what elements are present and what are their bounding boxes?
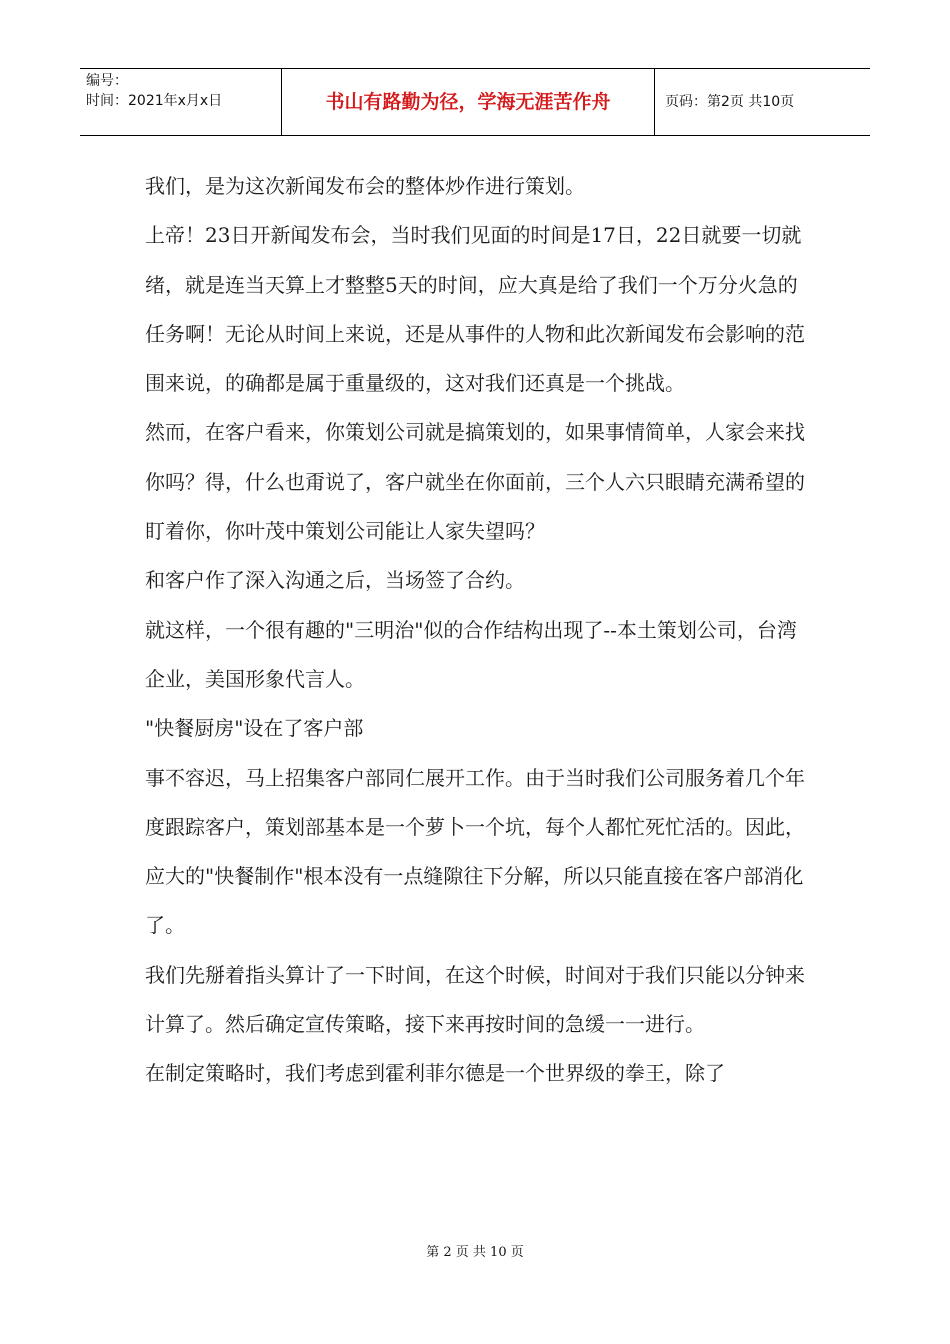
paragraph: 我们先掰着指头算计了一下时间，在这个时候，时间对于我们只能以分钟来计算了。然后确定宣传策略，接下来再按时间的急缓一一进行。 bbox=[145, 962, 805, 1037]
header-meta bbox=[80, 69, 282, 135]
page-header bbox=[80, 68, 870, 136]
section-heading: "快餐厨房"设在了客户部 bbox=[145, 716, 364, 741]
paragraph: 我们，是为这次新闻发布会的整体炒作进行策划。 bbox=[145, 174, 585, 198]
document-date: 时间：2021年x月x日 bbox=[86, 93, 223, 109]
paragraph: 事不容迟，马上招集客户部同仁展开工作。由于当时我们公司服务着几个年度跟踪客户，策划部基本是一个萝卜一个坑，每个人都忙死忙活的。因此，应大的"快餐制作"根本没有一点缝隙往下分解，所以只能直接在客户部消化了。 bbox=[145, 765, 805, 938]
paragraph: 然而，在客户看来，你策划公司就是搞策划的，如果事情简单，人家会来找你吗？得，什么也甭说了，客户就坐在你面前，三个人六只眼睛充满希望的盯着你，你叶茂中策划公司能让人家失望吗？ bbox=[145, 420, 805, 544]
header-page-info: 页码：第2页 共10页 bbox=[665, 94, 795, 110]
paragraph: 就这样，一个很有趣的"三明治"似的合作结构出现了--本土策划公司，台湾企业，美国形象代言人。 bbox=[145, 617, 797, 691]
header-motto: 书山有路勤为径，学海无涯苦作舟 bbox=[282, 69, 655, 135]
page-footer: 第 2 页 共 10 页 bbox=[426, 1245, 524, 1260]
document-number-label: 编号： bbox=[86, 73, 128, 89]
document-body bbox=[145, 162, 805, 1099]
paragraph: 和客户作了深入沟通之后，当场签了合约。 bbox=[145, 568, 525, 593]
paragraph: 上帝！23日开新闻发布会，当时我们见面的时间是17日，22日就要一切就绪，就是连当天算上才整整5天的时间，应大真是给了我们一个万分火急的任务啊！无论从时间上来说，还是从事件的人物和此次新闻发布会影响的范围来说，的确都是属于重量级的，这对我们还真是一个挑战。 bbox=[145, 223, 805, 396]
paragraph: 在制定策略时，我们考虑到霍利菲尔德是一个世界级的拳王，除了 bbox=[145, 1061, 725, 1086]
